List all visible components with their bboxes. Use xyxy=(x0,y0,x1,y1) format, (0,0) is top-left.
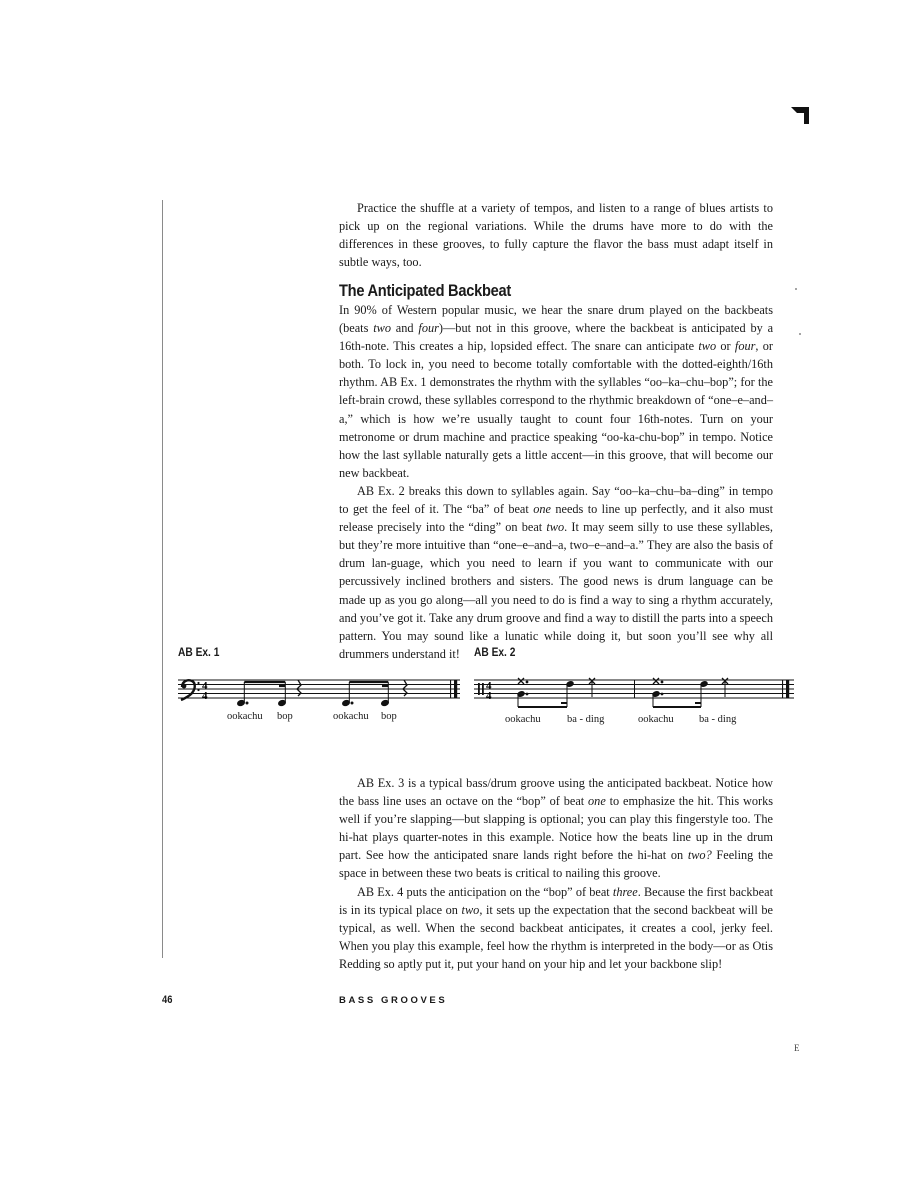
ex1-lyric-1: ookachu xyxy=(227,711,263,722)
staff-lines xyxy=(178,680,460,698)
note-group-1 xyxy=(237,682,286,707)
barline-mid xyxy=(634,680,635,698)
ex1-lyric-4: bop xyxy=(381,711,397,722)
ex2-lyric-3: ookachu xyxy=(638,714,674,725)
page-number: 46 xyxy=(162,994,173,1006)
scan-speck xyxy=(795,288,797,290)
paragraph-3: AB Ex. 3 is a typical bass/drum groove using the anticipated backbeat. Notice how the bass line uses an octave on the “bop” of beat one to emphasize the hit. This works well if you’re slapping—but slapping is optional; you can play this fingerstyle too. The hi-hat plays quarter-notes in this example. Notice how the beats line up in the drum part. See how the anticipated snare lands right before the hi-hat on two? Feeling the space in between these two beats is critical to nailing this groove. xyxy=(339,776,774,881)
time-signature-top: 4 xyxy=(486,680,492,692)
section-body-continued xyxy=(339,774,773,973)
page-edge-mark: E xyxy=(794,1043,800,1053)
paragraph-shuffle xyxy=(339,199,773,271)
ex2-lyric-4: ba - ding xyxy=(699,714,737,725)
ex1-lyric-3: ookachu xyxy=(333,711,369,722)
drum-measure-1 xyxy=(517,678,595,707)
paragraph-4: AB Ex. 4 puts the anticipation on the “bop” of beat three. Because the first backbeat is in its typical place on two, it sets up the expectation that the second backbeat will be typical, as well. When the second backbeat anticipates, it creates a cool, jerky feel. When you play this example, feel how the rhythm is interpreted in the body—or as Otis Redding so aptly put it, put your hand on your hip and let your backbone slip! xyxy=(339,884,774,971)
ex2-lyric-1: ookachu xyxy=(505,714,541,725)
scan-speck xyxy=(799,333,801,335)
running-footer-title: BASS GROOVES xyxy=(339,995,448,1006)
example-1-label: AB Ex. 1 xyxy=(178,645,220,659)
drum-measure-2 xyxy=(652,678,728,707)
bass-clef-icon xyxy=(181,680,200,700)
section-heading: The Anticipated Backbeat xyxy=(339,281,511,300)
section-body xyxy=(339,301,773,663)
ex1-lyric-2: bop xyxy=(277,711,293,722)
ex2-lyric-2: ba - ding xyxy=(567,714,605,725)
corner-tab-icon xyxy=(791,106,809,124)
example-2-label: AB Ex. 2 xyxy=(474,645,516,659)
example-2-notation xyxy=(474,670,794,710)
paragraph-1: In 90% of Western popular music, we hear the snare drum played on the backbeats (beats two and four)—but not in this groove, where the backbeat is anticipated by a 16th-note. This creates a hip, lopsided effect. The snare can anticipate two or four, or both. To lock in, you need to become totally comfortable with the dotted-eighth/16th rhythm. AB Ex. 1 demonstrates the rhythm with the syllables “oo–ka–chu–bop”; for the left-brain crowd, these syllables correspond to the rhythmic breakdown of “one–e–and–a,” which is how we’re usually taught to count four 16th-notes. Turn on your metronome or drum machine and practice speaking “oo-ka-chu-bop” in tempo. Notice how the last syllable naturally gets a little accent—in this groove, that will become our new backbeat. xyxy=(339,303,774,480)
margin-rule xyxy=(162,200,163,958)
time-signature-top: 4 xyxy=(202,680,208,692)
time-signature-bottom: 4 xyxy=(202,690,208,702)
example-1-notation xyxy=(178,670,460,710)
time-signature-bottom: 4 xyxy=(486,690,492,702)
paragraph-2: AB Ex. 2 breaks this down to syllables again. Say “oo–ka–chu–ba–ding” in tempo to get the feel of it. The “ba” of beat one needs to line up perfectly, and it also must release precisely into the “ding” on beat two. It may seem silly to use these syllables, but they’re more intuitive than “one–e–and–a, two–e–and–a.” They are also the basis of drum lan-guage, which you need to learn if you want to communicate with our percussively inclined brothers and sisters. The good news is drum language can be made up as you go along—all you need to do is find a way to sing a rhythm accurately, and you’ve got it. Take any drum groove and find a way to distill the parts into a speech pattern. You may sound like a lunatic while doing it, but soon you’ll see why all drummers understand it! xyxy=(339,483,773,661)
paragraph-text: Practice the shuffle at a variety of tempos, and listen to a range of blues artists to pick up on the regional variations. While the drums have more to do with the differences in these grooves, to fully capture the flavor the bass must adapt itself in subtle ways, too. xyxy=(339,201,773,270)
note-group-2 xyxy=(342,682,389,707)
